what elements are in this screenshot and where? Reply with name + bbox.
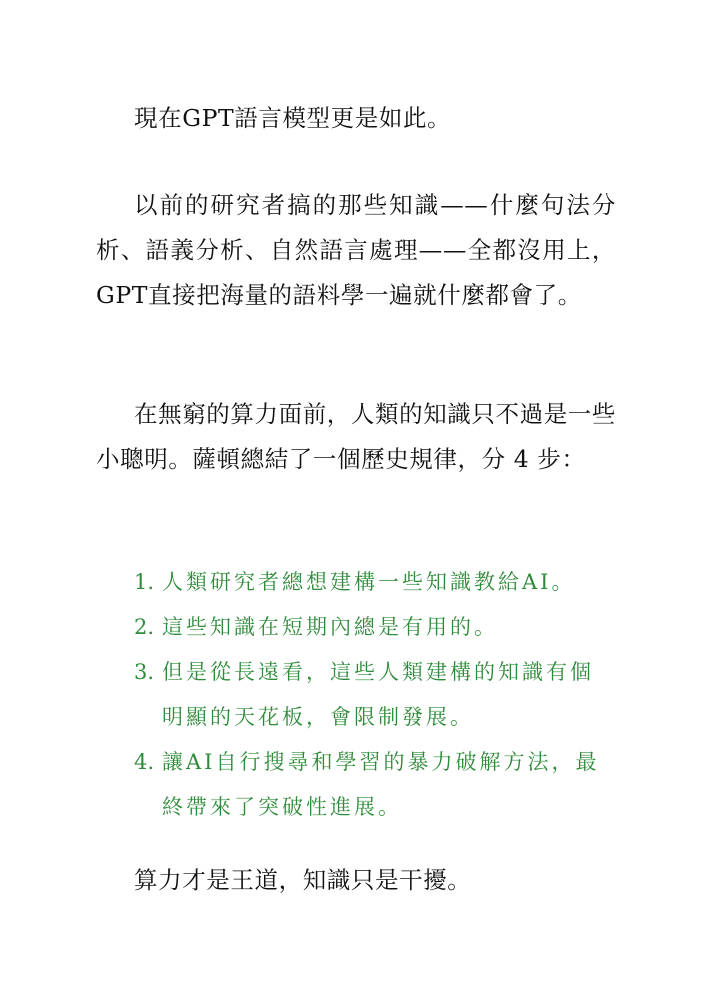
- list-item: [134, 740, 616, 830]
- list-item: [134, 560, 616, 605]
- step-text: 這些知識在短期內總是有用的。: [162, 615, 498, 639]
- paragraph-compute-vs-knowledge: 在無窮的算力面前，人類的知識只不過是一些小聰明。薩頓總結了一個歷史規律，分 4 步：: [96, 400, 616, 473]
- step-number: 1.: [134, 570, 155, 594]
- step-number: 3.: [134, 660, 155, 684]
- paragraph-conclusion: 算力才是王道，知識只是干擾。: [134, 866, 472, 894]
- step-number: 2.: [134, 615, 155, 639]
- step-text: 但是從長遠看，這些人類建構的知識有個明顯的天花板，會限制發展。: [162, 660, 594, 729]
- paragraph-old-research: 以前的研究者搞的那些知識——什麼句法分析、語義分析、自然語言處理——全都沒用上，GPT直接把海量的語料學一遍就什麼都會了。: [96, 191, 616, 309]
- step-text: 讓AI自行搜尋和學習的暴力破解方法，最終帶來了突破性進展。: [162, 750, 600, 819]
- list-item: [134, 605, 616, 650]
- paragraph-gpt-intro: 現在GPT語言模型更是如此。: [134, 104, 452, 132]
- step-text: 人類研究者總想建構一些知識教給AI。: [162, 570, 576, 594]
- list-item: [134, 650, 616, 740]
- step-number: 4.: [134, 750, 155, 774]
- steps-list: [134, 560, 616, 830]
